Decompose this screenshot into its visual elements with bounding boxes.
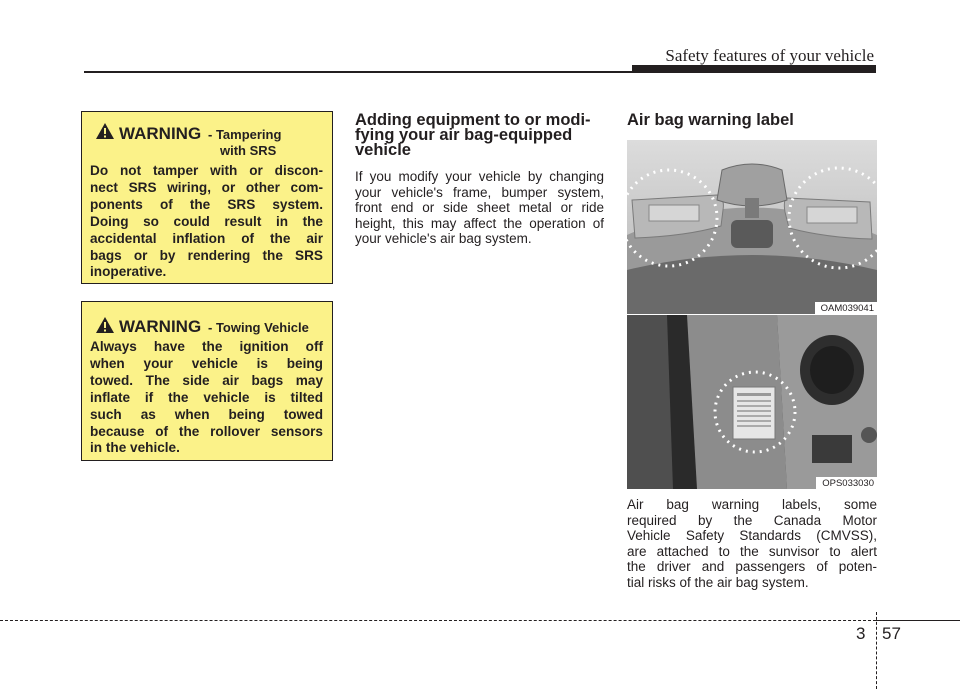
warning-line: Do not tamper with or discon-	[90, 163, 323, 178]
photo-code: OAM039041	[815, 302, 877, 314]
header-rule	[84, 71, 876, 73]
warning-line: accidental inflation of the air	[90, 230, 323, 246]
warning-line: because of the rollover sensors	[90, 423, 323, 439]
pillar-label-illustration	[627, 315, 877, 489]
warning-line: nect SRS wiring, or other com-	[90, 179, 323, 195]
warning-line: towed. The side air bags may	[90, 372, 323, 388]
warning-subtitle: - Towing Vehicle	[208, 320, 309, 335]
paragraph-line: height, this may affect the operation of	[355, 215, 604, 231]
paragraph-line: tial risks of the air bag system.	[627, 574, 809, 590]
chapter-number: 3	[856, 624, 866, 643]
warning-triangle-icon	[95, 122, 115, 140]
photo-code: OPS033030	[816, 477, 877, 489]
equipment-paragraph	[355, 169, 604, 247]
pillar-label-photo	[627, 315, 877, 489]
warning-line: bags or by rendering the SRS	[90, 247, 323, 263]
warning-line: inflate if the vehicle is tilted	[90, 389, 323, 405]
warning-line: Doing so could result in the	[90, 213, 323, 229]
warning-line: Always have the ignition off	[90, 339, 323, 354]
paragraph-line: are attached to the sunvisor to alert	[627, 543, 877, 559]
paragraph-line: Vehicle Safety Standards (CMVSS),	[627, 528, 877, 543]
paragraph-line: the driver and passengers of poten-	[627, 559, 877, 574]
paragraph-line: If you modify your vehicle by changing	[355, 169, 604, 184]
warning-subtitle-cont: with SRS	[220, 143, 277, 158]
label-paragraph	[627, 497, 877, 590]
footer-rule	[0, 620, 876, 621]
page-number: 57	[882, 624, 901, 643]
warning-body	[90, 339, 323, 457]
paragraph-line: your vehicle's air bag system.	[355, 231, 532, 246]
footer-rule-right	[876, 620, 960, 621]
running-header-title: Safety features of your vehicle	[665, 46, 874, 65]
section-heading-label: Air bag warning label	[627, 111, 794, 129]
warning-line: when your vehicle is being	[90, 355, 323, 371]
warning-box-tampering	[81, 111, 333, 284]
heading-line: Adding equipment to or modi-	[355, 111, 591, 129]
sunvisor-illustration	[627, 140, 877, 314]
sunvisor-photo	[627, 140, 877, 314]
warning-line: ponents of the SRS system.	[90, 196, 323, 212]
warning-title: WARNING	[119, 124, 202, 143]
footer-divider	[876, 612, 877, 689]
paragraph-line: Air bag warning labels, some	[627, 497, 877, 512]
warning-triangle-icon	[95, 316, 115, 334]
heading-line: vehicle	[355, 141, 411, 159]
paragraph-line: your vehicle's frame, bumper system,	[355, 184, 604, 200]
warning-line: such as when being towed	[90, 406, 323, 422]
warning-title: WARNING	[119, 317, 202, 336]
warning-subtitle: - Tampering	[208, 127, 282, 142]
warning-line: in the vehicle.	[90, 440, 180, 456]
paragraph-line: front end or side sheet metal or ride	[355, 200, 604, 215]
heading-line: fying your air bag-equipped	[355, 126, 573, 144]
warning-line: inoperative.	[90, 264, 167, 280]
paragraph-line: required by the Canada Motor	[627, 512, 877, 528]
section-heading-equipment	[355, 113, 610, 158]
warning-body	[90, 163, 323, 281]
warning-box-towing	[81, 301, 333, 461]
